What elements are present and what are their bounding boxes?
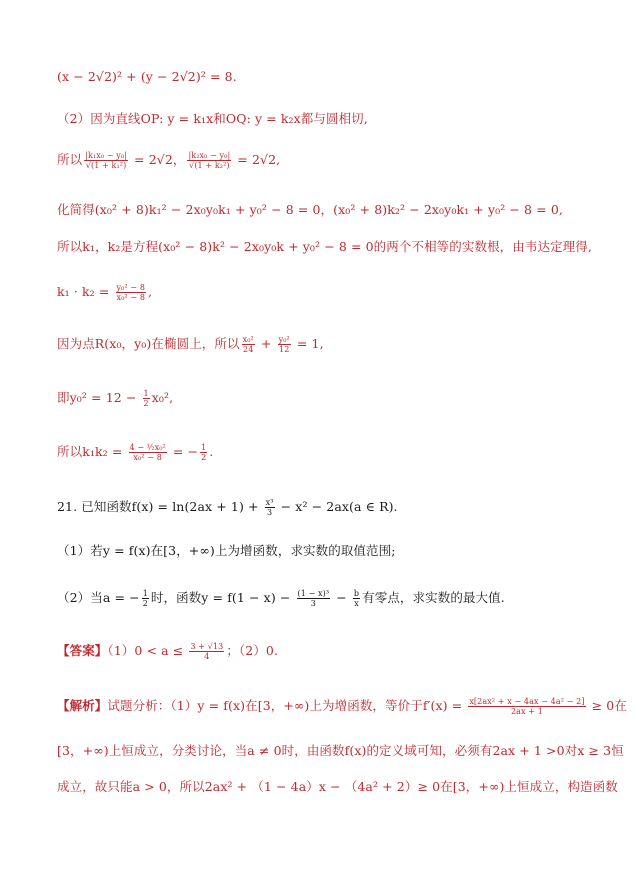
text-run: +: [256, 336, 276, 351]
text-run: = 1,: [292, 336, 324, 351]
fraction-denominator: √(1 + k₁²): [85, 161, 127, 170]
text-run: 所以k₁，k₂是方程(x₀² − 8)k² − 2x₀y₀k + y₀² − 8 = 0的两个不相等的实数根，由韦达定理得,: [57, 239, 592, 254]
fraction-numerator: 1: [143, 389, 149, 398]
text-run: 有零点，求实数的最大值.: [362, 590, 505, 605]
text-run: = 2√2,: [233, 152, 281, 167]
fraction-numerator: x[2ax² + x − 4ax − 4a² − 2]: [469, 697, 585, 706]
fraction-numerator: y₀²: [278, 335, 290, 344]
fraction-denominator: x₀² − 8: [133, 453, 162, 462]
section-tag: 【解析】: [57, 698, 108, 713]
fraction-numerator: 1: [201, 443, 207, 452]
math-fraction: [265, 498, 275, 517]
text-run: 成立，故只能a > 0，所以2ax² + （1 − 4a）x − （4a² + 2）≥ 0在[3，+∞)上恒成立，构造函数: [57, 779, 618, 794]
text-run: −: [332, 590, 351, 605]
text-line: [57, 110, 610, 128]
text-line: [57, 151, 610, 170]
text-line: [57, 589, 610, 608]
text-line: [57, 697, 627, 716]
text-run: = 2√2，: [129, 152, 186, 167]
section-tag: 【答案】: [57, 643, 108, 658]
text-run: 因为点R(x₀，y₀)在椭圆上，所以: [57, 336, 240, 351]
fraction-numerator: y₀² − 8: [116, 283, 146, 292]
text-run: (x − 2√2)² + (y − 2√2)² = 8.: [57, 69, 237, 84]
fraction-denominator: 12: [279, 345, 290, 354]
math-fraction: [297, 589, 331, 608]
text-line: [57, 389, 610, 408]
text-run: ,: [148, 284, 153, 299]
fraction-denominator: 2: [143, 399, 149, 408]
fraction-denominator: 2: [201, 453, 207, 462]
text-line: [57, 542, 610, 560]
fraction-denominator: 2: [142, 599, 148, 608]
math-fraction: [468, 697, 585, 716]
math-fraction: [200, 443, 207, 462]
fraction-denominator: x₀² − 8: [116, 293, 146, 302]
fraction-denominator: √(1 + k₂²): [189, 161, 230, 170]
text-run: 即y₀² = 12 −: [57, 390, 141, 405]
text-run: （2）因为直线OP: y = k₁x和OQ: y = k₂x都与圆相切,: [57, 111, 368, 126]
fraction-numerator: (1 − x)³: [297, 589, 330, 598]
fraction-denominator: x: [354, 599, 359, 608]
text-run: ≥ 0在: [587, 698, 627, 713]
text-run: x₀²,: [151, 390, 174, 405]
fraction-numerator: |k₁x₀ − y₀|: [85, 151, 127, 160]
fraction-denominator: 3: [267, 508, 273, 517]
text-run: （1）若y = f(x)在[3，+∞)上为增函数，求实数的取值范围;: [57, 543, 396, 558]
fraction-numerator: 4 − ½x₀²: [129, 443, 166, 452]
fraction-numerator: x₀²: [242, 335, 254, 344]
text-line: [57, 778, 618, 796]
text-line: [57, 201, 610, 219]
fraction-denominator: 4: [204, 652, 210, 661]
text-line: [57, 742, 624, 760]
text-run: （2）当a = −: [57, 590, 140, 605]
math-fraction: [129, 443, 167, 462]
math-fraction: [143, 389, 150, 408]
text-run: 所以: [57, 152, 83, 167]
math-fraction: [84, 151, 128, 170]
text-run: ；（2）0.: [226, 643, 279, 658]
fraction-denominator: 3: [310, 599, 316, 608]
fraction-numerator: b: [353, 589, 360, 598]
math-fraction: [278, 335, 291, 354]
math-fraction: [142, 589, 149, 608]
text-run: 21. 已知函数f(x) = ln(2ax + 1) +: [57, 499, 263, 514]
fraction-numerator: |k₂x₀ − y₀|: [188, 151, 231, 160]
text-run: （1）0 < a ≤: [107, 643, 188, 658]
text-run: = −: [168, 444, 199, 459]
text-run: k₁ · k₂ =: [57, 284, 114, 299]
text-run: 时，函数y = f(1 − x) −: [150, 590, 295, 605]
text-run: 所以k₁k₂ =: [57, 444, 127, 459]
text-line: [57, 238, 610, 256]
text-line: [57, 283, 610, 302]
text-line: [57, 443, 610, 462]
text-run: − x² − 2ax(a ∈ R).: [276, 499, 398, 514]
fraction-denominator: 24: [243, 345, 254, 354]
fraction-numerator: 3 + √13: [190, 642, 224, 651]
fraction-numerator: 1: [142, 589, 148, 598]
math-fraction: [187, 151, 231, 170]
text-line: [57, 642, 610, 661]
text-run: .: [209, 444, 214, 459]
text-line: [57, 68, 610, 86]
text-run: [3，+∞)上恒成立，分类讨论，当a ≠ 0时，由函数f(x)的定义域可知，必须有2ax + 1 >0对x ≥ 3恒: [57, 743, 624, 758]
math-fraction: [242, 335, 255, 354]
text-run: 试题分析：（1）y = f(x)在[3，+∞)上为增函数，等价于f′(x) =: [107, 698, 467, 713]
math-fraction: [353, 589, 360, 608]
text-line: [57, 335, 610, 354]
text-run: 化简得(x₀² + 8)k₁² − 2x₀y₀k₁ + y₀² − 8 = 0，(x₀² + 8)k₂² − 2x₀y₀k₁ + y₀² − 8 = 0,: [57, 202, 563, 217]
math-fraction: [189, 642, 224, 661]
fraction-denominator: 2ax + 1: [510, 707, 543, 716]
text-line: [57, 498, 610, 517]
fraction-numerator: x³: [265, 498, 274, 507]
math-fraction: [116, 283, 147, 302]
